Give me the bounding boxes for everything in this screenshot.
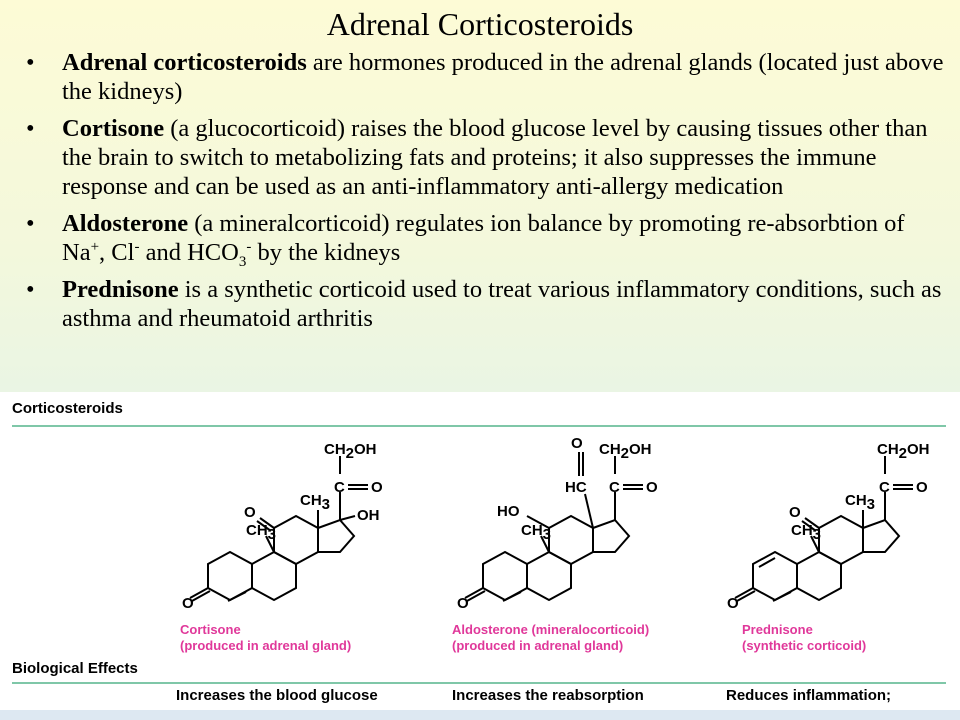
carbonyl-carbon: C bbox=[879, 479, 890, 496]
ketone-oxygen: O bbox=[789, 504, 801, 521]
bullet-cortisone bbox=[18, 114, 948, 201]
effect-prednisone: Reduces inflammation; bbox=[726, 687, 892, 704]
bullet-bold: Aldosterone bbox=[62, 210, 189, 237]
prednisone-caption bbox=[742, 622, 866, 654]
superscript: - bbox=[134, 238, 140, 255]
bullet-text: (a glucocorticoid) raises the blood glucose level by causing tissues other than the brain to switch to metabolizing fats and proteins; it also suppresses the immune response and can be used as an anti-inflammatory anti-allergy medication bbox=[62, 115, 928, 200]
hydroxymethyl-label: CH2OH bbox=[599, 441, 652, 462]
methyl-label: CH3 bbox=[521, 522, 552, 543]
bullet-dot: • bbox=[26, 276, 35, 303]
bullet-text: are hormones produced in the adrenal glands (located just above the kidneys) bbox=[62, 49, 944, 105]
caption-note: (produced in adrenal gland) bbox=[180, 638, 352, 653]
methyl-label: CH3 bbox=[791, 522, 822, 543]
caption-name: Cortisone bbox=[180, 622, 241, 637]
cortisone-structure bbox=[170, 432, 420, 622]
bottom-strip bbox=[0, 710, 960, 720]
aldehyde-oxygen: O bbox=[571, 435, 583, 452]
aldosterone-structure bbox=[445, 432, 695, 622]
hydroxyl-label: HO bbox=[497, 503, 520, 520]
superscript: + bbox=[90, 238, 100, 255]
bullet-dot: • bbox=[26, 210, 35, 237]
ketone-oxygen: O bbox=[244, 504, 256, 521]
methyl-label: CH3 bbox=[300, 492, 331, 513]
hydroxymethyl-label: CH2OH bbox=[877, 441, 930, 462]
bullet-text: by the kidneys bbox=[251, 239, 401, 266]
slide-title: Adrenal Corticosteroids bbox=[326, 6, 634, 42]
carbonyl-oxygen: O bbox=[371, 479, 383, 496]
bullet-dot: • bbox=[26, 49, 35, 76]
carbonyl-carbon: C bbox=[609, 479, 620, 496]
figure-panel bbox=[0, 392, 960, 720]
methyl-label: CH3 bbox=[246, 522, 277, 543]
biological-effects-heading: Biological Effects bbox=[12, 660, 138, 677]
bullet-text: (a mineralcorticoid) regulates ion balance by promoting re-absorbtion of Na bbox=[62, 210, 905, 266]
bullet-text: and HCO bbox=[139, 239, 239, 266]
ketone-oxygen: O bbox=[457, 595, 469, 612]
bullet-text: , Cl bbox=[99, 239, 135, 266]
caption-note: (produced in adrenal gland) bbox=[452, 638, 624, 653]
methyl-label: CH3 bbox=[845, 492, 876, 513]
bullet-adrenal bbox=[18, 48, 948, 106]
caption-name: Aldosterone (mineralocorticoid) bbox=[452, 622, 650, 637]
carbonyl-oxygen: O bbox=[916, 479, 928, 496]
effect-cortisone: Increases the blood glucose bbox=[176, 687, 378, 704]
bullet-text: is a synthetic corticoid used to treat various inflammatory conditions, such as asthma and rheumatoid arthritis bbox=[62, 276, 942, 332]
ketone-oxygen: O bbox=[727, 595, 739, 612]
effects-rule bbox=[12, 682, 946, 684]
subscript: 3 bbox=[238, 253, 247, 270]
aldehyde-label: HC bbox=[565, 479, 587, 496]
bullet-list bbox=[18, 48, 948, 341]
bullet-aldosterone bbox=[18, 209, 948, 270]
carbonyl-oxygen: O bbox=[646, 479, 658, 496]
cortisone-caption bbox=[180, 622, 351, 654]
bullet-bold: Cortisone bbox=[62, 115, 165, 142]
hydroxymethyl-label: CH2OH bbox=[324, 441, 377, 462]
carbonyl-carbon: C bbox=[334, 479, 345, 496]
caption-note: (synthetic corticoid) bbox=[742, 638, 867, 653]
aldosterone-caption bbox=[452, 622, 649, 654]
bullet-bold: Adrenal corticosteroids bbox=[62, 49, 307, 76]
bullet-bold: Prednisone bbox=[62, 276, 179, 303]
heading-rule bbox=[12, 425, 946, 427]
superscript: - bbox=[246, 238, 252, 255]
ketone-oxygen: O bbox=[182, 595, 194, 612]
hydroxyl-label: OH bbox=[357, 507, 380, 524]
caption-name: Prednisone bbox=[742, 622, 813, 637]
effect-aldosterone: Increases the reabsorption bbox=[452, 687, 644, 704]
bullet-dot: • bbox=[26, 115, 35, 142]
figure-heading: Corticosteroids bbox=[12, 400, 123, 417]
bullet-prednisone bbox=[18, 275, 948, 333]
prednisone-structure bbox=[715, 432, 960, 622]
